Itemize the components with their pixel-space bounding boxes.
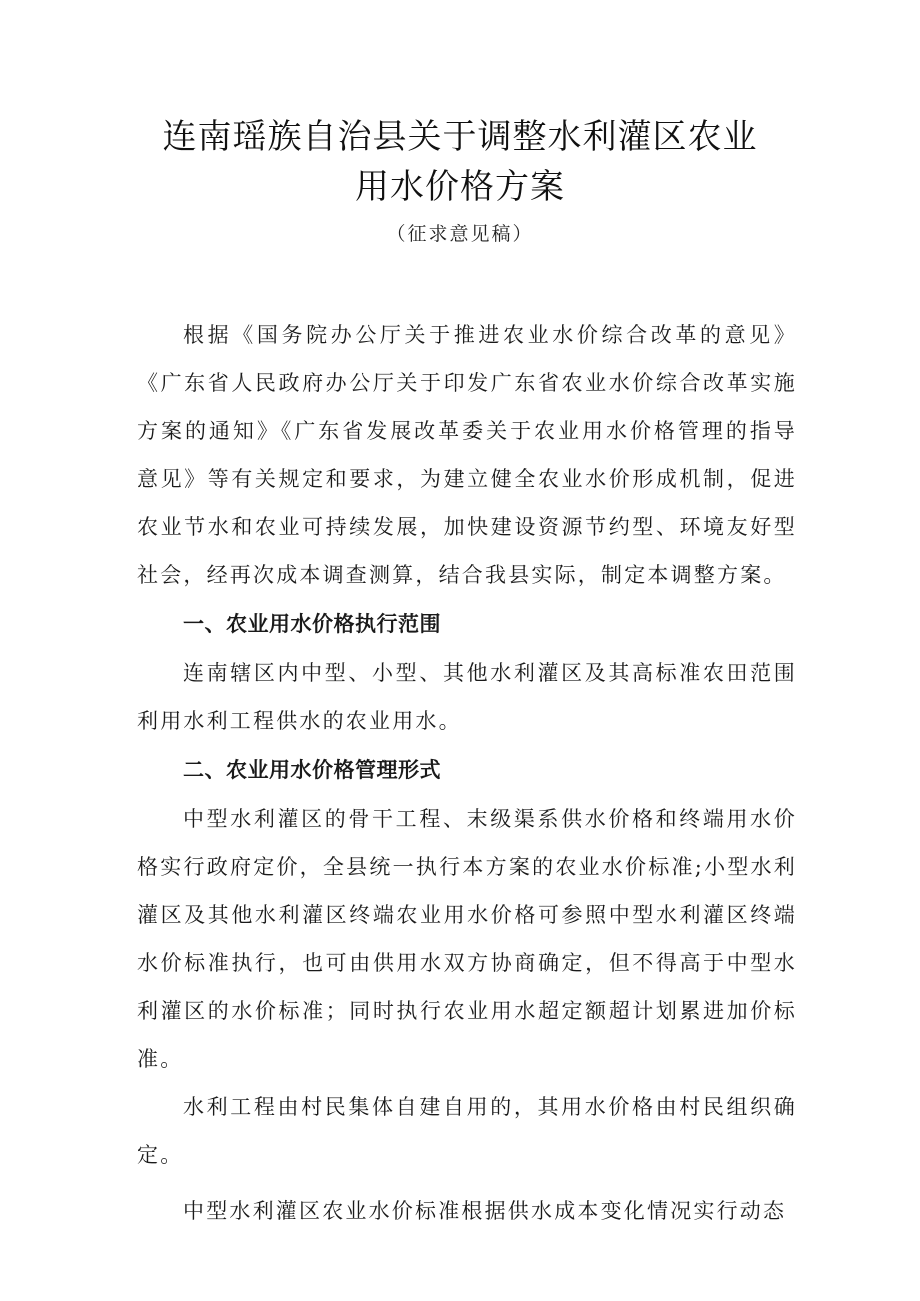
intro-paragraph: 根据《国务院办公厅关于推进农业水价综合改革的意见》《广东省人民政府办公厅关于印发广东省农业水价综合改革实施方案的通知》《广东省发展改革委关于农业用水价格管理的指导意见》等有关规定和要求，为建立健全农业水价形成机制，促进农业节水和农业可持续发展，加快建设资源节约型、环境友好型社会，经再次成本调查测算，结合我县实际，制定本调整方案。 — [137, 323, 797, 587]
document-title-line2: 用水价格方案 — [355, 167, 565, 207]
section2-paragraph-3: 中型水利灌区农业水价标准根据供水成本变化情况实行动态 — [183, 1199, 787, 1223]
paragraph-gap — [137, 1179, 797, 1187]
section1-heading: 一、农业用水价格执行范围 — [183, 612, 441, 636]
document-subtitle: （征求意见稿） — [386, 223, 534, 245]
document-title-line1: 连南瑶族自治县关于调整水利灌区农业 — [162, 117, 758, 157]
document-body — [137, 311, 797, 1235]
section1-paragraph: 连南辖区内中型、小型、其他水利灌区及其高标准农田范围利用水利工程供水的农业用水。 — [137, 661, 797, 733]
section2-paragraph-2: 水利工程由村民集体自建自用的，其用水价格由村民组织确定。 — [137, 1095, 797, 1167]
section2-heading: 二、农业用水价格管理形式 — [183, 758, 441, 782]
section2-paragraph-1: 中型水利灌区的骨干工程、末级渠系供水价格和终端用水价格实行政府定价，全县统一执行本方案的农业水价标准;小型水利灌区及其他水利灌区终端农业用水价格可参照中型水利灌区终端水价标准执行，也可由供用水双方协商确定，但不得高于中型水利灌区的水价标准；同时执行农业用水超定额超计划累进加价标准。 — [137, 807, 797, 1071]
